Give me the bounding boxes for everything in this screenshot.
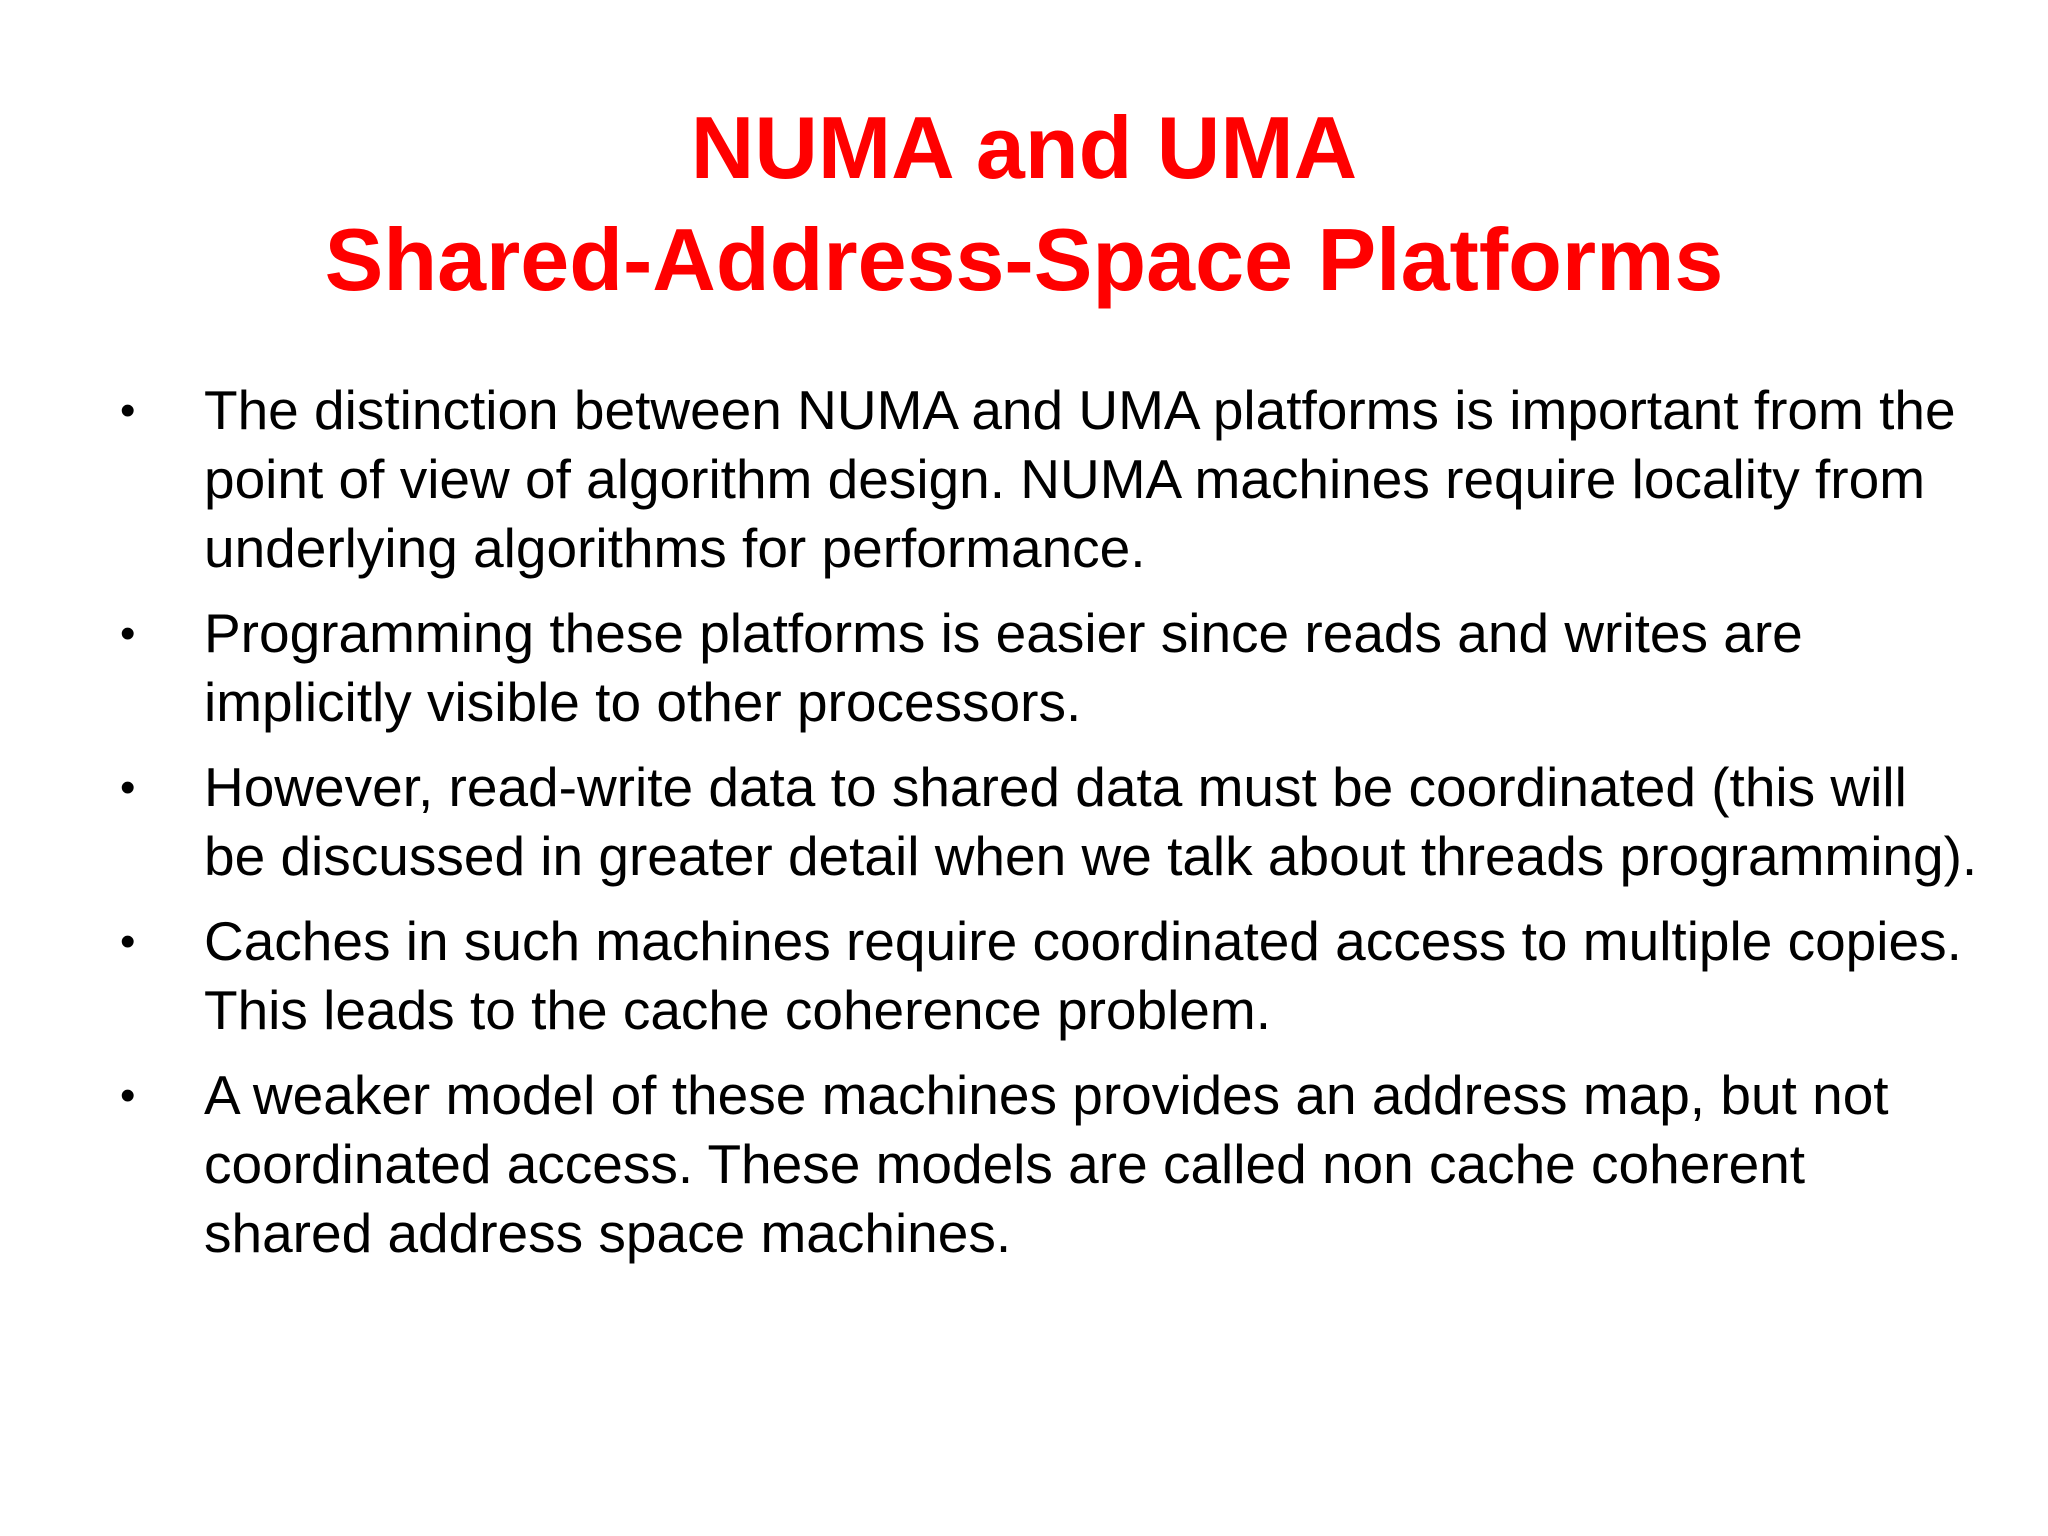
bullet-text: Programming these platforms is easier since reads and writes are implicitly visible to other processors. [204,602,1803,733]
bullet-item [120,907,1980,1045]
bullet-text: The distinction between NUMA and UMA platforms is important from the point of view of algorithm design. NUMA machines require locality from underlying algorithms for performance. [204,379,1956,579]
bullet-list [120,376,1980,1284]
bullet-text: However, read-write data to shared data must be coordinated (this will be discussed in greater detail when we talk about threads programming). [204,756,1978,887]
bullet-icon: • [120,917,136,966]
bullet-item [120,753,1980,891]
bullet-icon: • [120,763,136,812]
bullet-item [120,599,1980,737]
bullet-item [120,1061,1980,1268]
bullet-item [120,376,1980,583]
slide-title-line-2: Shared-Address-Space Platforms [324,210,1724,309]
bullet-icon: • [120,386,136,435]
bullet-icon: • [120,1071,136,1120]
bullet-text: Caches in such machines require coordinated access to multiple copies. This leads to the cache coherence problem. [204,910,1962,1041]
bullet-icon: • [120,609,136,658]
slide-title-line-1: NUMA and UMA [690,98,1358,197]
bullet-text: A weaker model of these machines provides an address map, but not coordinated access. These models are called non cache coherent shared address space machines. [204,1064,1889,1264]
slide-title [0,92,2048,316]
